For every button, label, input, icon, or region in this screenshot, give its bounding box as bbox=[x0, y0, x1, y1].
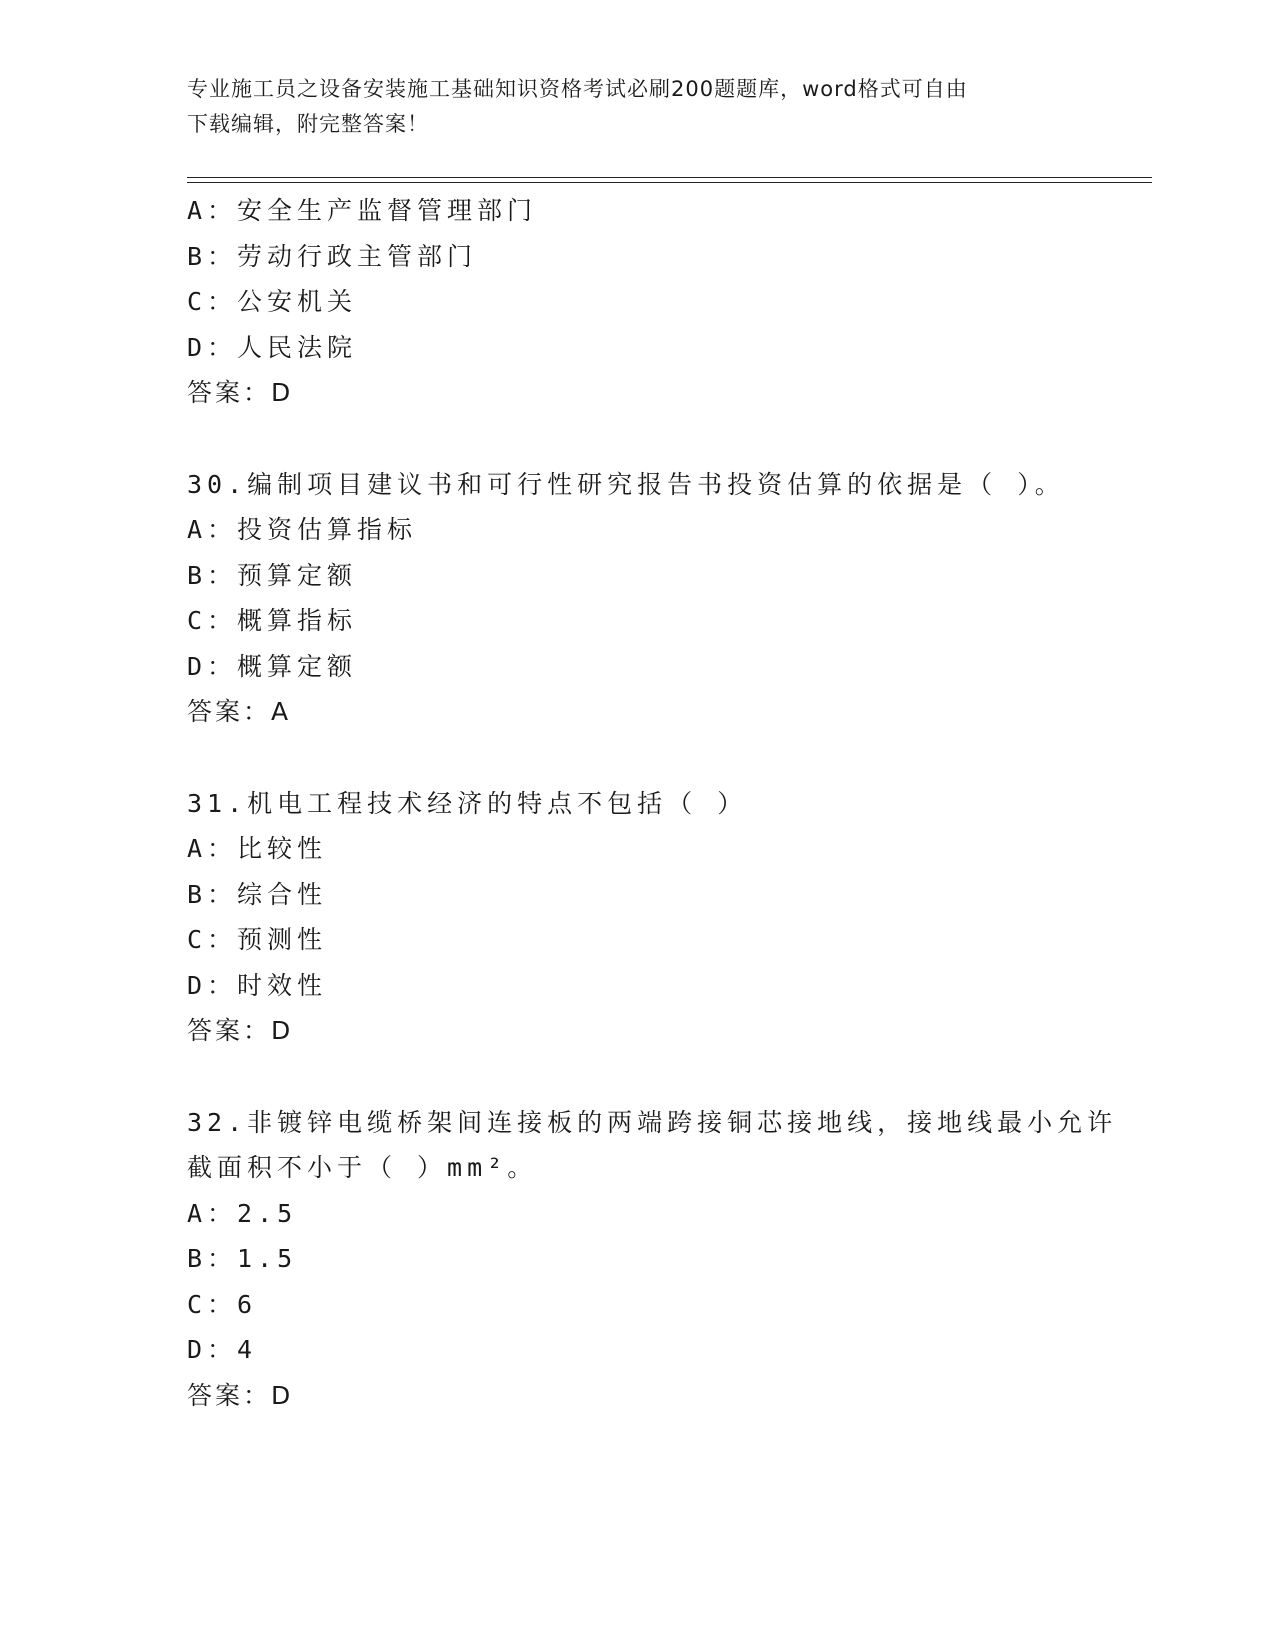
answer: 答案：D bbox=[187, 1380, 294, 1410]
option-d: D：4 bbox=[187, 1335, 258, 1364]
spacer bbox=[187, 1054, 1087, 1100]
question-text: 31.机电工程技术经济的特点不包括（ ） bbox=[187, 788, 748, 818]
option-b: B：劳动行政主管部门 bbox=[187, 241, 478, 271]
question-text: 30.编制项目建议书和可行性研究报告书投资估算的依据是（ ）。 bbox=[187, 469, 1065, 499]
question-29 bbox=[187, 188, 1087, 416]
option-c: C：公安机关 bbox=[187, 287, 358, 316]
option-d: D：人民法院 bbox=[187, 332, 358, 362]
header-title-line-1: 专业施工员之设备安装施工基础知识资格考试必刷200题题库，word格式可自由 bbox=[187, 77, 968, 101]
question-32 bbox=[187, 1100, 1118, 1419]
option-a: A：安全生产监督管理部门 bbox=[187, 196, 538, 225]
header-divider-top bbox=[187, 177, 1152, 178]
option-c: C：概算指标 bbox=[187, 606, 358, 635]
option-b: B：预算定额 bbox=[187, 560, 358, 590]
option-c: C：预测性 bbox=[187, 925, 328, 954]
answer: 答案：A bbox=[187, 697, 292, 726]
question-31 bbox=[187, 781, 1087, 1054]
document-header bbox=[187, 72, 1067, 142]
option-d: D：概算定额 bbox=[187, 651, 358, 681]
option-a: A：比较性 bbox=[187, 834, 328, 863]
option-b: B：1.5 bbox=[187, 1244, 298, 1273]
question-content bbox=[187, 188, 1118, 1418]
header-divider-bottom bbox=[187, 182, 1152, 183]
option-d: D：时效性 bbox=[187, 970, 328, 1000]
header-title-line-2: 下载编辑，附完整答案！ bbox=[187, 112, 429, 136]
option-b: B：综合性 bbox=[187, 879, 328, 909]
option-a: A：2.5 bbox=[187, 1198, 298, 1228]
spacer bbox=[187, 416, 1087, 462]
question-text-line-1: 32.非镀锌电缆桥架间连接板的两端跨接铜芯接地线，接地线最小允许 bbox=[187, 1107, 1118, 1137]
option-a: A：投资估算指标 bbox=[187, 515, 418, 544]
answer: 答案：D bbox=[187, 378, 294, 407]
option-c: C：6 bbox=[187, 1289, 258, 1319]
answer: 答案：D bbox=[187, 1016, 294, 1045]
question-30 bbox=[187, 462, 1087, 735]
spacer bbox=[187, 735, 1087, 781]
question-text-line-2: 截面积不小于（ ）mm²。 bbox=[187, 1153, 538, 1182]
